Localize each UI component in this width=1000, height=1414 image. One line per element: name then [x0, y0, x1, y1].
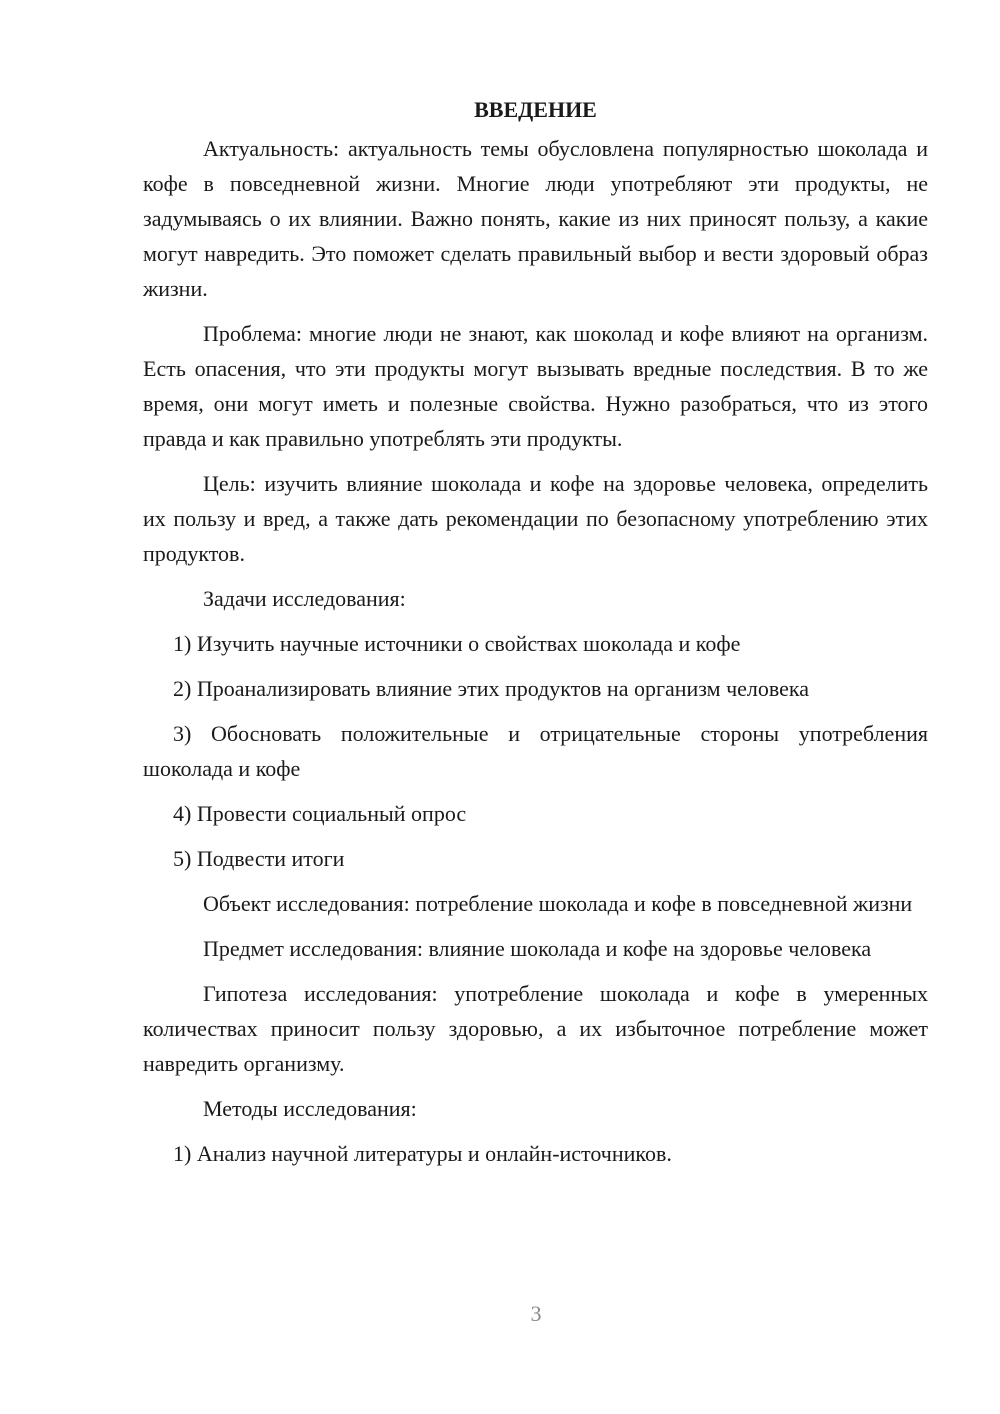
task-item-1: 1) Изучить научные источники о свойствах шоколада и кофе [173, 631, 741, 656]
section-title: ВВЕДЕНИЕ [474, 97, 597, 122]
method-item-1: 1) Анализ научной литературы и онлайн-источников. [173, 1141, 672, 1166]
subject-paragraph: Предмет исследования: влияние шоколада и кофе на здоровье человека [203, 936, 872, 961]
methods-heading: Методы исследования: [203, 1096, 417, 1121]
task-item-4: 4) Провести социальный опрос [173, 801, 467, 826]
document-page [143, 92, 928, 1181]
goal-paragraph: Цель: изучить влияние шоколада и кофе на здоровье человека, определить их пользу и вред, а также дать рекомендации по безопасному употреблению этих продуктов. [143, 471, 928, 566]
page-number: 3 [530, 1301, 542, 1326]
object-paragraph: Объект исследования: потребление шоколада и кофе в повседневной жизни [203, 891, 913, 916]
task-item-2: 2) Проанализировать влияние этих продуктов на организм человека [173, 676, 810, 701]
relevance-paragraph: Актуальность: актуальность темы обусловлена популярностью шоколада и кофе в повседневной жизни. Многие люди употребляют эти продукты, не задумываясь о их влиянии. Важно понять, какие из них приносят пользу, а какие могут навредить. Это поможет сделать правильный выбор и вести здоровый образ жизни. [143, 136, 928, 301]
hypothesis-paragraph: Гипотеза исследования: употребление шоколада и кофе в умеренных количествах приносит пользу здоровью, а их избыточное потребление может навредить организму. [143, 981, 928, 1076]
problem-paragraph: Проблема: многие люди не знают, как шоколад и кофе влияют на организм. Есть опасения, что эти продукты могут вызывать вредные последствия. В то же время, они могут иметь и полезные свойства. Нужно разобраться, что из этого правда и как правильно употреблять эти продукты. [143, 321, 928, 451]
task-item-3: 3) Обосновать положительные и отрицательные стороны употребления шоколада и кофе [143, 721, 928, 781]
task-item-5: 5) Подвести итоги [173, 846, 345, 871]
tasks-heading: Задачи исследования: [203, 586, 406, 611]
